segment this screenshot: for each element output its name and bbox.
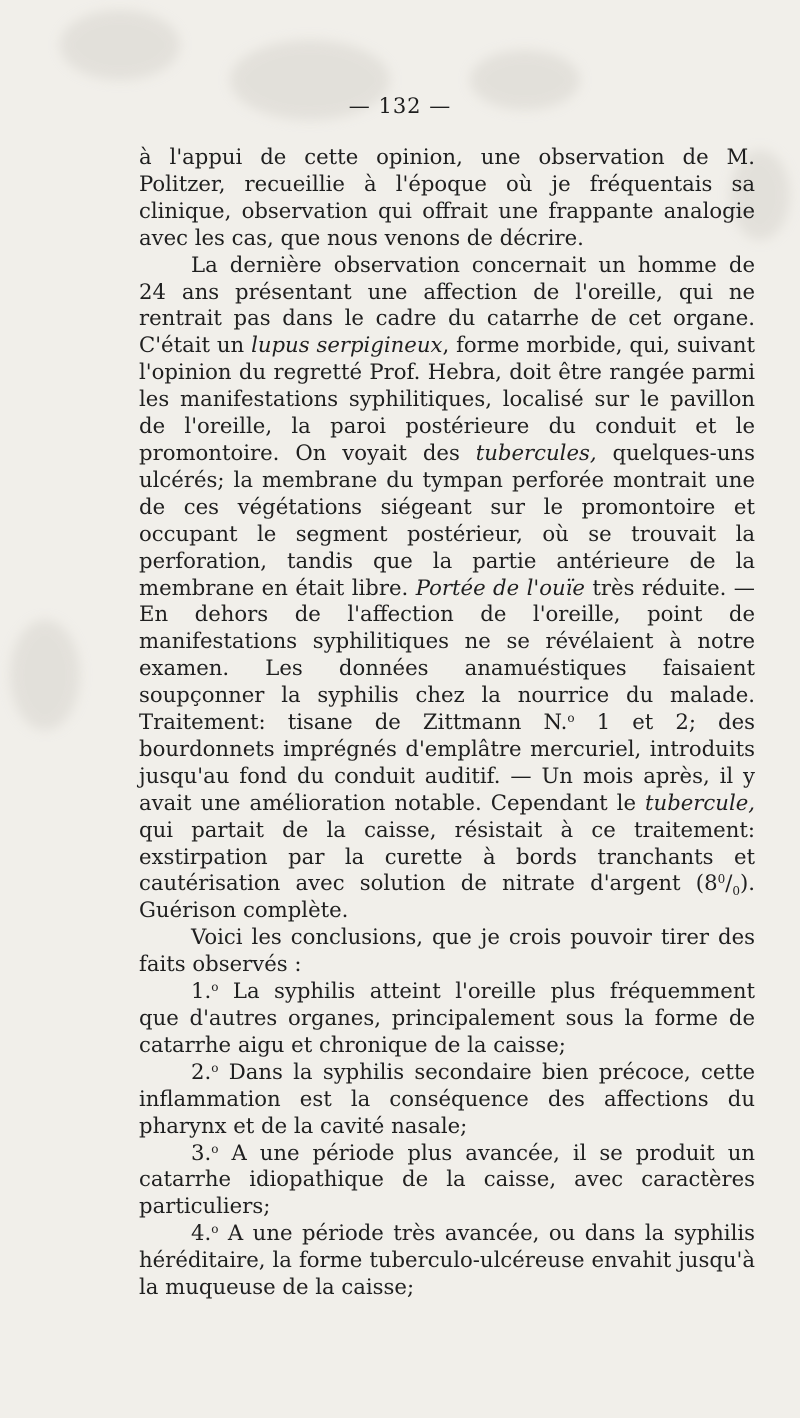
body-text <box>139 144 755 1301</box>
text-run: A une période très avancée, ou dans la syphilis héréditaire, la forme tuberculo-ulcéreuse envahit jusqu'à la muqueuse de la caisse; <box>139 1220 755 1300</box>
page-number: — 132 — <box>348 94 452 118</box>
text-run: Dans la syphilis secondaire bien précoce, cette inflammation est la conséquence des affections du pharynx et de la cavité nasale; <box>139 1058 755 1138</box>
paragraph <box>139 1059 755 1140</box>
paragraph <box>139 252 755 925</box>
text-run: 4. <box>191 1220 212 1246</box>
text-run: qui partait de la caisse, résistait à ce traitement: exstirpation par la curette à bords tranchants et cautérisation avec solution de nitrate d'argent (8 <box>139 816 755 896</box>
text-run: 0 <box>732 884 740 899</box>
text-run: / <box>725 870 733 896</box>
paper-stain <box>60 10 180 80</box>
text-run: 3. <box>191 1139 212 1165</box>
text-run: 1 et 2; des bourdonnets imprégnés d'emplâtre mercuriel, introduits jusqu'au fond du conduit auditif. — Un mois après, il y avait une amélioration notable. Cependant le <box>139 709 755 815</box>
text-run: 1. <box>191 978 212 1004</box>
text-run: , forme morbide, qui, suivant l'opinion du regretté Prof. Hebra, doit être rangée parmi les manifestations syphilitiques, localisé sur le pavillon de l'oreille, la paroi postérieure du conduit et le promontoire. On voyait des <box>139 332 755 465</box>
text-run: 2. <box>191 1058 212 1084</box>
paragraph <box>139 1140 755 1221</box>
text-run: Voici les conclusions, que je crois pouvoir tirer des faits observés : <box>139 924 755 977</box>
text-run: très réduite. — En dehors de l'affection de l'oreille, point de manifestations syphilitiques ne se révélaient à notre examen. Les données anamuéstiques faisaient soupçonner la syphilis chez la nourrice du malade. Traitement: tisane de Zittmann N. <box>139 574 755 735</box>
text-run: A une période plus avancée, il se produit un catarrhe idiopathique de la caisse, avec caractères particuliers; <box>139 1139 755 1219</box>
text-run: o <box>211 1222 219 1237</box>
paragraph <box>139 1220 755 1301</box>
text-run: quelques-uns ulcérés; la membrane du tympan perforée montrait une de ces végétations siégeant sur le promontoire et occupant le segment postérieur, où se trouvait la perforation, tandis que la partie antérieure de la membrane en était libre. <box>139 439 756 600</box>
paper-stain <box>10 620 80 730</box>
paragraph <box>139 978 755 1059</box>
italic-term: tubercules, <box>475 439 597 465</box>
text-run: La dernière observation concernait un homme de 24 ans présentant une affection de l'oreille, qui ne rentrait pas dans le cadre du catarrhe de cet organe. C'était un <box>139 251 755 358</box>
text-run: 0 <box>717 872 726 887</box>
paragraph <box>139 924 755 978</box>
text-run: ). Guérison complète. <box>139 870 755 923</box>
text-run: o <box>211 980 219 995</box>
paragraph <box>139 144 755 252</box>
text-run: o <box>211 1141 219 1156</box>
italic-term: tubercule, <box>645 789 755 815</box>
italic-term: lupus serpigineux <box>251 332 443 358</box>
text-run: La syphilis atteint l'oreille plus fréquemment que d'autres organes, principalement sous la forme de catarrhe aigu et chronique de la caisse; <box>139 978 755 1057</box>
italic-term: Portée de l'ouïe <box>415 574 585 600</box>
text-run: o <box>567 711 575 726</box>
text-run: o <box>211 1060 219 1075</box>
text-run: à l'appui de cette opinion, une observation de M. Politzer, recueillie à l'époque où je fréquentais sa clinique, observation qui offrait une frappante analogie avec les cas, que nous venons de décrire. <box>139 144 755 250</box>
